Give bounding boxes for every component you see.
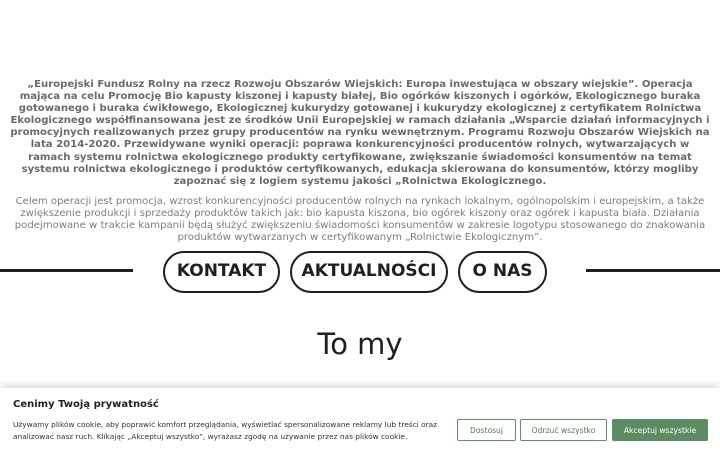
divider-line-left (0, 269, 133, 272)
eu-funding-text: „Europejski Fundusz Rolny na rzecz Rozwoju Obszarów Wiejskich: Europa inwestująca w obszary wiejskie”. Operacja mająca na celu Promocję Bio kapusty kiszonej i kapusty białej, Bio ogórków kiszonych i ogórków, Ekologicznego buraka gotowanego i buraka ćwikłowego, Ekologicznej kukurydzy gotowanej i kukurydzy ekologicznej z certyfikatem Rolnictwa Ekologicznego współfinansowana jest ze środków Unii Europejskiej w ramach działania „Wsparcie działań informacyjnych i promocyjnych realizowanych przez grupy producentów na rynku wewnętrznym. Programu Rozwoju Obszarów Wiejskich na lata 2014-2020. Przewidywane wyniki operacji: poprawa konkurencyjności producentów rolnych, wytwarzających w ramach systemu rolnictwa ekologicznego produkty certyfikowane, zwiększanie świadomości konsumentów na temat systemu rolnictwa ekologicznego i produktów certyfikowanych, edukacja skierowana do konsumentów, którzy mogliby zapoznać się z logiem systemu jakości „Rolnictwa Ekologicznego. (10, 79, 710, 187)
accept-all-button[interactable]: Akceptuj wszystkie (612, 419, 708, 441)
kontakt-button[interactable]: KONTAKT (163, 251, 280, 293)
reject-all-button[interactable]: Odrzuć wszystko (520, 419, 607, 441)
o-nas-button[interactable]: O NAS (458, 251, 547, 293)
cookie-title: Cenimy Twoją prywatność (13, 399, 159, 410)
eu-funding-info (8, 79, 712, 244)
section-heading: To my (317, 327, 403, 361)
aktualnosci-button[interactable]: AKTUALNOŚCI (290, 251, 448, 293)
operation-goal-text: Celem operacji jest promocja, wzrost konkurencyjności producentów rolnych na rynkach lokalnym, ogólnopolskim i europejskim, a także zwiększenie produkcji i sprzedaży produktów takich jak: bio kapusta kiszona, bio ogórek kiszony oraz ogórek i kapusta biała. Działania podejmowane w trakcie kampanii będą służyć zwiększeniu świadomości konsumentów w zakresie logotypu stosowanego do znakowania produktów wytwarzanych w certyfikowanym „Rolnictwie Ekologicznym”. (14, 195, 706, 244)
section-nav (0, 251, 720, 293)
divider-line-right (586, 269, 720, 272)
customize-button[interactable]: Dostosuj (457, 419, 516, 441)
cookie-text: Używamy plików cookie, aby poprawić komfort przeglądania, wyświetlać spersonalizowane reklamy lub treści oraz analizować nasz ruch. Klikając „Akceptuj wszystko”, wyrażasz zgodę na używanie przez nas plików cookie. (13, 420, 438, 441)
cookie-banner (0, 388, 720, 450)
